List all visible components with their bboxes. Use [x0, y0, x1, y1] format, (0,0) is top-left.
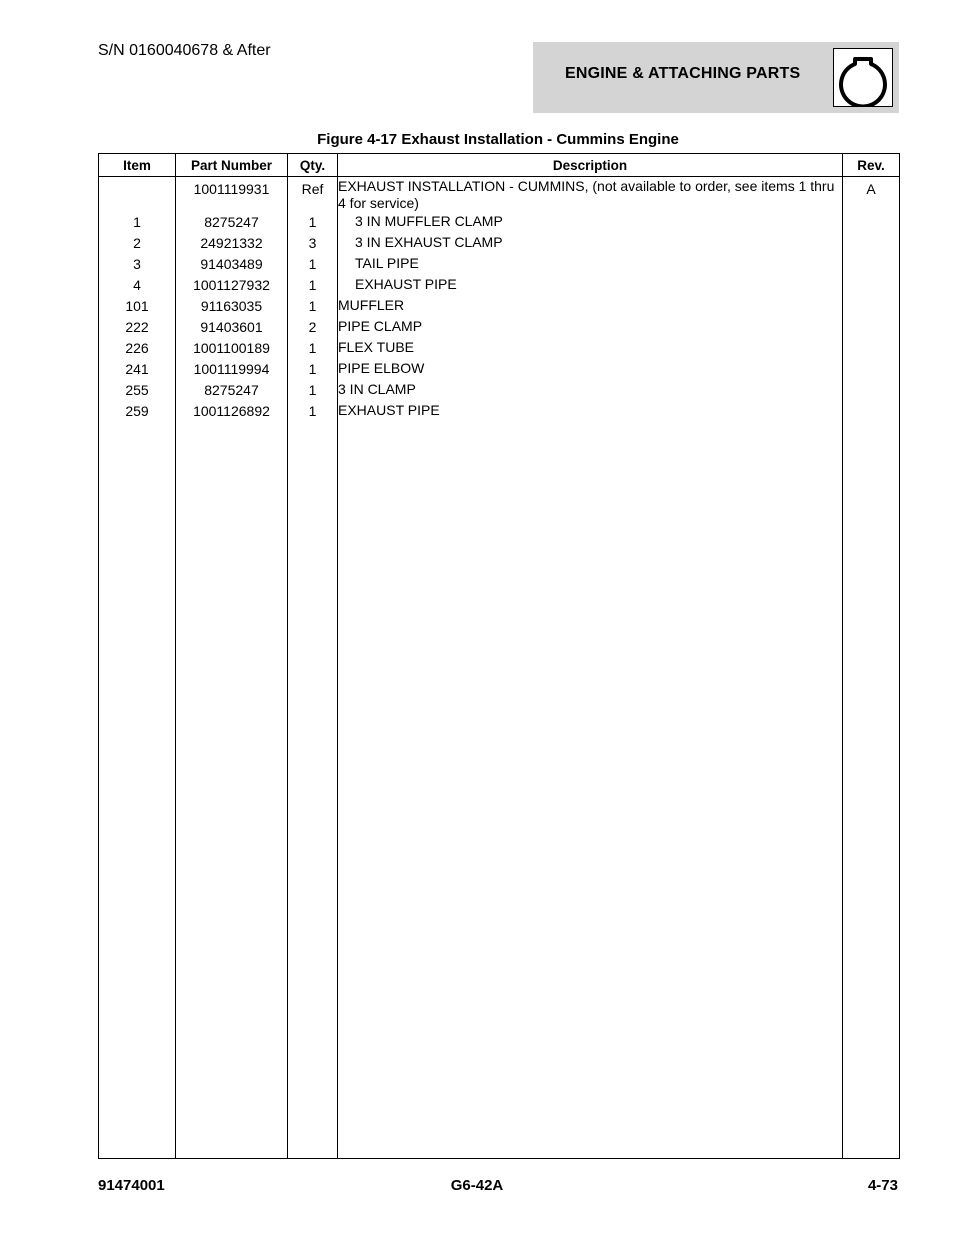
- cell-item: 4: [99, 275, 176, 296]
- table-header-row: [99, 154, 900, 177]
- cell-item: 222: [99, 317, 176, 338]
- cell-qty: 1: [288, 380, 338, 401]
- cell-qty: 1: [288, 275, 338, 296]
- cell-part-number: 91163035: [176, 296, 288, 317]
- cell-qty: 1: [288, 296, 338, 317]
- footer-page-number: 4-73: [867, 1177, 898, 1194]
- cell-description: MUFFLER: [338, 296, 843, 317]
- table-row: [99, 401, 900, 422]
- cell-qty: 1: [288, 254, 338, 275]
- cell-rev: [843, 380, 900, 401]
- footer-model: G6-42A: [450, 1177, 504, 1194]
- section-banner: [533, 42, 899, 113]
- table-row: [99, 317, 900, 338]
- cell-qty: 1: [288, 212, 338, 233]
- cell-qty: 2: [288, 317, 338, 338]
- cell-part-number: 1001126892: [176, 401, 288, 422]
- table-row: [99, 254, 900, 275]
- cell-rev: [843, 212, 900, 233]
- table-row: [99, 380, 900, 401]
- cell-part-number: 24921332: [176, 233, 288, 254]
- cell-rev: [843, 233, 900, 254]
- cell-part-number: 1001119994: [176, 359, 288, 380]
- cell-description: PIPE CLAMP: [338, 317, 843, 338]
- cell-rev: [843, 254, 900, 275]
- cell-qty: 1: [288, 338, 338, 359]
- cell-description: PIPE ELBOW: [338, 359, 843, 380]
- serial-number: S/N 0160040678 & After: [98, 42, 271, 59]
- cell-rev: [843, 275, 900, 296]
- cell-item: 3: [99, 254, 176, 275]
- cell-rev: [843, 401, 900, 422]
- cell-description: 3 IN CLAMP: [338, 380, 843, 401]
- cell-description: FLEX TUBE: [338, 338, 843, 359]
- cell-description: 3 IN EXHAUST CLAMP: [338, 233, 843, 254]
- cell-item: 259: [99, 401, 176, 422]
- cell-item: [99, 177, 176, 213]
- cell-description: EXHAUST PIPE: [338, 275, 843, 296]
- cell-item: 241: [99, 359, 176, 380]
- cell-description: TAIL PIPE: [338, 254, 843, 275]
- cell-item: 255: [99, 380, 176, 401]
- cell-description: 3 IN MUFFLER CLAMP: [338, 212, 843, 233]
- parts-table: [98, 153, 900, 1159]
- cell-part-number: 1001127932: [176, 275, 288, 296]
- column-header-qty: Qty.: [288, 154, 338, 177]
- table-row: [99, 233, 900, 254]
- cell-rev: A: [843, 177, 900, 213]
- cell-description: EXHAUST PIPE: [338, 401, 843, 422]
- cell-item: 1: [99, 212, 176, 233]
- table-row: [99, 338, 900, 359]
- cell-rev: [843, 317, 900, 338]
- table-row: [99, 296, 900, 317]
- cell-rev: [843, 338, 900, 359]
- cell-qty: 1: [288, 359, 338, 380]
- cell-qty: 3: [288, 233, 338, 254]
- cell-item: 101: [99, 296, 176, 317]
- parts-table-body: [99, 177, 900, 1159]
- cell-part-number: 91403489: [176, 254, 288, 275]
- engine-outline-icon: [833, 48, 893, 107]
- figure-title: Figure 4-17 Exhaust Installation - Cummins Engine: [317, 131, 679, 148]
- cell-item: 2: [99, 233, 176, 254]
- table-row: [99, 359, 900, 380]
- cell-qty: Ref: [288, 177, 338, 213]
- cell-rev: [843, 296, 900, 317]
- table-filler-row: [99, 422, 900, 1159]
- cell-qty: 1: [288, 401, 338, 422]
- cell-part-number: 1001100189: [176, 338, 288, 359]
- cell-rev: [843, 359, 900, 380]
- column-header-part-number: Part Number: [176, 154, 288, 177]
- section-title: ENGINE & ATTACHING PARTS: [565, 65, 801, 82]
- cell-item: 226: [99, 338, 176, 359]
- column-header-item: Item: [99, 154, 176, 177]
- column-header-description: Description: [338, 154, 843, 177]
- cell-part-number: 1001119931: [176, 177, 288, 213]
- cell-part-number: 8275247: [176, 380, 288, 401]
- column-header-rev: Rev.: [843, 154, 900, 177]
- table-row: [99, 212, 900, 233]
- table-row: [99, 177, 900, 213]
- cell-part-number: 8275247: [176, 212, 288, 233]
- footer-document-number: 91474001: [98, 1177, 165, 1194]
- cell-description: EXHAUST INSTALLATION - CUMMINS, (not available to order, see items 1 thru 4 for service): [338, 177, 843, 213]
- cell-part-number: 91403601: [176, 317, 288, 338]
- table-row: [99, 275, 900, 296]
